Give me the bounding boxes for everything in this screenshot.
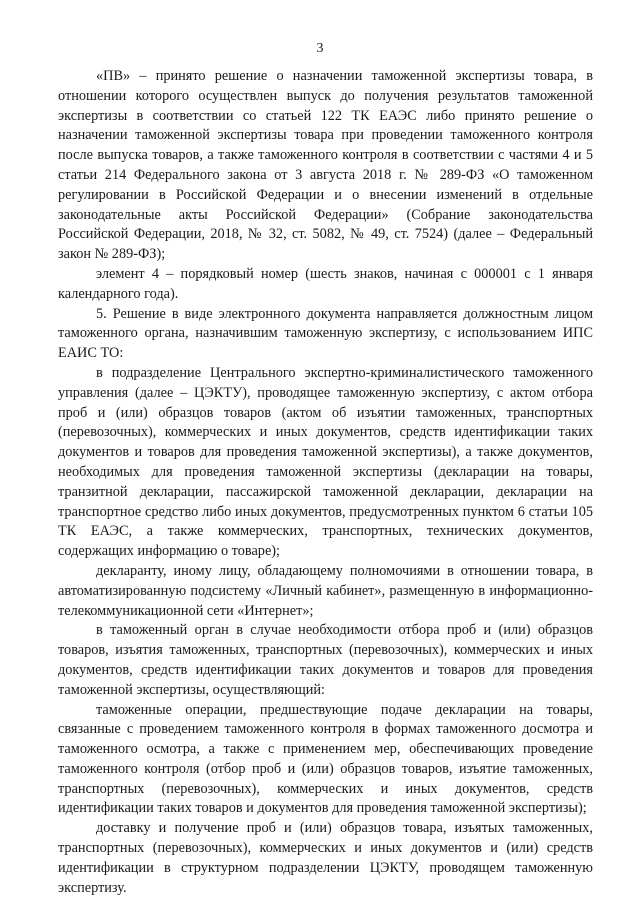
- paragraph-item-5: 5. Решение в виде электронного документа направляется должностным лицом таможенного органа, назначившим таможенную экспертизу, с использованием ИПС ЕАИС ТО:: [58, 305, 593, 362]
- paragraph-pv-definition: «ПВ» – принято решение о назначении таможенной экспертизы товара, в отношении которого осуществлен выпуск до получения результатов таможенной экспертизы в соответствии со статьей 122 ТК ЕАЭС либо принято решение о назначении таможенной экспертизы товара при проведении таможенного контроля после выпуска товаров, а также таможенного контроля в соответствии с частями 4 и 5 статьи 214 Федерального закона от 3 августа 2018 г. № 289-ФЗ «О таможенном регулировании в Российской Федерации и о внесении изменений в отдельные законодательные акты Российской Федерации» (Собрание законодательства Российской Федерации, 2018, № 32, ст. 5082, № 49, ст. 7524) (далее – Федеральный закон № 289-ФЗ);: [58, 68, 593, 263]
- paragraph-to-customs-body: в таможенный орган в случае необходимости отбора проб и (или) образцов товаров, изъятия таможенных, транспортных (перевозочных), коммерческих и иных документов, средств идентификации таких документов и товаров для проведения таможенной экспертизы, осуществляющий:: [58, 622, 593, 698]
- document-body: [58, 67, 593, 898]
- paragraph-element-4: элемент 4 – порядковый номер (шесть знаков, начиная с 000001 с 1 января календарного года).: [58, 265, 593, 302]
- paragraph-customs-operations: таможенные операции, предшествующие подаче декларации на товары, связанные с проведением таможенного контроля в формах таможенного досмотра и таможенного осмотра, а также с применением мер, обеспечивающих проведение таможенного контроля (отбор проб и (или) образцов товаров, изъятие таможенных, транспортных (перевозочных), коммерческих и иных документов, средств идентификации таких товаров и документов для проведения таможенной экспертизы);: [58, 701, 593, 817]
- paragraph-delivery-samples: доставку и получение проб и (или) образцов товара, изъятых таможенных, транспортных (перевозочных), коммерческих и иных документов и (или) средств идентификации в структурном подразделении ЦЭКТУ, проводящем таможенную экспертизу.: [58, 820, 593, 896]
- paragraph-to-declarant: декларанту, иному лицу, обладающему полномочиями в отношении товара, в автоматизированную подсистему «Личный кабинет», размещенную в информационно-телекоммуникационной сети «Интернет»;: [58, 562, 593, 619]
- paragraph-to-ecktu: в подразделение Центрального экспертно-криминалистического таможенного управления (далее – ЦЭКТУ), проводящее таможенную экспертизу, с актом отбора проб и (или) образцов товаров (актом об изъятии таможенных, транспортных (перевозочных), коммерческих и иных документов, средств идентификации таких документов и товаров для проведения таможенной экспертизы), а также документов, необходимых для проведения таможенной экспертизы (декларации на товары, транзитной декларации, пассажирской таможенной декларации, декларации на транспортное средство либо иных документов, предусмотренных пунктом 6 статьи 105 ТК ЕАЭС, а также коммерческих, транспортных, технических документов, содержащих информацию о товаре);: [58, 364, 593, 560]
- page-number: 3: [316, 41, 324, 56]
